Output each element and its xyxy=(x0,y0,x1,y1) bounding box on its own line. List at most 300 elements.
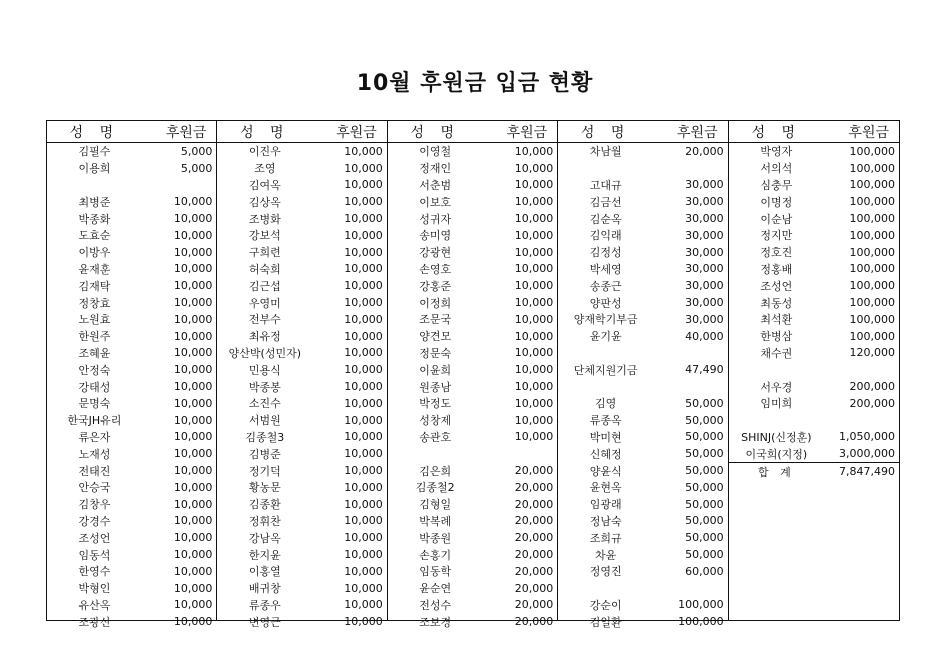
donation-amount: 10,000 xyxy=(344,564,383,578)
donation-amount: 10,000 xyxy=(514,144,554,158)
donation-amount: 10,000 xyxy=(514,228,554,242)
donation-amount: 10,000 xyxy=(344,279,383,293)
donor-row xyxy=(47,227,216,244)
donation-amount: 10,000 xyxy=(344,346,383,360)
donor-row xyxy=(558,311,727,328)
donor-row xyxy=(47,546,216,563)
donor-name: 심충무 xyxy=(760,178,793,192)
donor-name: 김정성 xyxy=(589,246,622,260)
donor-name: 정홍배 xyxy=(760,262,793,276)
donor-row xyxy=(558,361,727,378)
donation-amount: 30,000 xyxy=(685,312,724,326)
donor-name: 노재성 xyxy=(78,447,111,461)
donor-row xyxy=(729,143,899,160)
donor-row xyxy=(558,496,727,513)
donor-name: 박형인 xyxy=(78,582,111,596)
donor-row xyxy=(47,597,216,614)
donor-row xyxy=(388,160,557,177)
donor-name: 조문국 xyxy=(419,313,452,327)
donation-amount: 10,000 xyxy=(514,212,554,226)
donation-amount: 20,000 xyxy=(685,144,724,158)
donation-amount: 100,000 xyxy=(849,262,895,276)
donor-row xyxy=(47,294,216,311)
donation-amount: 20,000 xyxy=(514,564,554,578)
donor-row xyxy=(729,395,899,412)
donor-row xyxy=(47,395,216,412)
donor-row xyxy=(217,563,386,580)
donor-row xyxy=(729,261,899,278)
donation-amount: 10,000 xyxy=(344,178,383,192)
donation-amount: 10,000 xyxy=(344,396,383,410)
donor-name: 정휘찬 xyxy=(248,514,281,528)
donation-amount: 10,000 xyxy=(514,279,554,293)
donor-name: 박영자 xyxy=(760,145,793,159)
donor-name: 조병화 xyxy=(248,212,281,226)
donation-amount: 50,000 xyxy=(685,480,724,494)
donor-row xyxy=(729,378,899,395)
donor-name: 김형일 xyxy=(419,498,452,512)
donation-amount: 100,000 xyxy=(849,312,895,326)
donor-row xyxy=(558,227,727,244)
donor-name: 조성언 xyxy=(78,531,111,545)
donation-amount: 10,000 xyxy=(514,346,554,360)
donor-name: 한지윤 xyxy=(248,548,281,562)
donor-name: 윤기윤 xyxy=(589,330,622,344)
donation-amount: 10,000 xyxy=(514,329,554,343)
donor-row xyxy=(47,277,216,294)
donor-name: 조성언 xyxy=(760,279,793,293)
donor-row xyxy=(558,445,727,462)
donor-row xyxy=(217,361,386,378)
donor-row xyxy=(558,261,727,278)
donor-row xyxy=(388,496,557,513)
donor-name: 소진수 xyxy=(248,397,281,411)
donor-row xyxy=(217,513,386,530)
donor-name: 서의석 xyxy=(760,162,793,176)
ledger-column xyxy=(558,121,728,629)
donor-name: 서춘범 xyxy=(419,178,452,192)
donor-name: 김상옥 xyxy=(248,195,281,209)
donation-amount: 10,000 xyxy=(173,312,213,326)
donor-row xyxy=(47,479,216,496)
donation-amount: 10,000 xyxy=(514,178,554,192)
donor-row xyxy=(388,597,557,614)
donor-row xyxy=(217,395,386,412)
donor-row xyxy=(388,546,557,563)
donation-amount: 10,000 xyxy=(514,363,554,377)
donor-name: 박정도 xyxy=(419,397,452,411)
donor-name: 윤재훈 xyxy=(78,262,111,276)
name-header: 성 명 xyxy=(580,124,631,141)
donor-name: 윤현옥 xyxy=(589,481,622,495)
donation-amount: 5,000 xyxy=(180,161,213,175)
donation-amount: 10,000 xyxy=(173,413,213,427)
donor-name: 김창우 xyxy=(78,498,111,512)
donor-name: 정영진 xyxy=(589,565,622,579)
donor-name: 유산옥 xyxy=(78,598,111,612)
donor-row xyxy=(47,496,216,513)
donor-row xyxy=(217,412,386,429)
donation-amount: 10,000 xyxy=(173,497,213,511)
donor-name: 김일환 xyxy=(589,615,622,629)
donor-name: 도효순 xyxy=(78,229,111,243)
donor-name: 이영철 xyxy=(419,145,452,159)
donor-row xyxy=(47,613,216,630)
donor-row xyxy=(217,546,386,563)
donor-name: 김영 xyxy=(595,397,617,411)
donation-amount: 1,050,000 xyxy=(839,430,895,444)
donor-name: 채수권 xyxy=(760,346,793,360)
donation-amount: 10,000 xyxy=(514,312,554,326)
donation-amount: 10,000 xyxy=(514,380,554,394)
donor-name: 양견모 xyxy=(419,330,452,344)
donor-name: 차남월 xyxy=(589,145,622,159)
donor-name: 황농문 xyxy=(248,481,281,495)
donor-row xyxy=(558,277,727,294)
donor-row xyxy=(217,429,386,446)
donor-name: 최석환 xyxy=(760,313,793,327)
ledger-column xyxy=(217,121,387,629)
donor-row xyxy=(47,210,216,227)
donor-row xyxy=(47,261,216,278)
donor-row xyxy=(558,210,727,227)
donor-name: 박종화 xyxy=(78,212,111,226)
donor-row xyxy=(558,143,727,160)
donation-amount: 5,000 xyxy=(180,144,213,158)
donation-amount: 10,000 xyxy=(344,497,383,511)
donation-amount: 10,000 xyxy=(173,464,213,478)
donor-row xyxy=(217,277,386,294)
donor-row xyxy=(47,445,216,462)
donor-name: 김은희 xyxy=(419,464,452,478)
donor-row xyxy=(558,345,727,362)
donor-name: 조희규 xyxy=(589,531,622,545)
donor-name: 조광신 xyxy=(78,615,111,629)
donation-amount: 10,000 xyxy=(173,548,213,562)
donation-amount: 10,000 xyxy=(344,598,383,612)
donor-row xyxy=(47,378,216,395)
donation-amount: 100,000 xyxy=(849,279,895,293)
donation-amount: 10,000 xyxy=(344,464,383,478)
donor-name: 양산박(성민자) xyxy=(228,346,301,360)
donation-amount: 10,000 xyxy=(173,396,213,410)
donation-amount: 10,000 xyxy=(173,447,213,461)
donor-row xyxy=(558,613,727,630)
donation-amount: 100,000 xyxy=(849,178,895,192)
donation-amount: 50,000 xyxy=(685,514,724,528)
donation-amount: 50,000 xyxy=(685,531,724,545)
donor-name: 류종우 xyxy=(248,598,281,612)
donor-name: 우영미 xyxy=(248,296,281,310)
donor-name: 강홍준 xyxy=(419,279,452,293)
name-header: 성 명 xyxy=(69,124,120,141)
donor-row xyxy=(388,294,557,311)
donation-amount: 30,000 xyxy=(685,212,724,226)
donor-row xyxy=(217,496,386,513)
donor-row xyxy=(729,227,899,244)
donor-row xyxy=(388,479,557,496)
donation-amount: 10,000 xyxy=(173,514,213,528)
donor-name: 이정희 xyxy=(419,296,452,310)
donor-name: 양판성 xyxy=(589,296,622,310)
donor-name: 이명정 xyxy=(760,195,793,209)
donor-row xyxy=(388,177,557,194)
donation-amount: 10,000 xyxy=(344,296,383,310)
donor-name: 조보경 xyxy=(419,615,452,629)
donation-amount: 10,000 xyxy=(344,531,383,545)
donor-name: 이진우 xyxy=(248,145,281,159)
ledger-column xyxy=(388,121,558,629)
donation-amount: 30,000 xyxy=(685,228,724,242)
donation-amount: 10,000 xyxy=(344,514,383,528)
donor-row xyxy=(47,361,216,378)
donor-row xyxy=(388,361,557,378)
donor-name: 이용희 xyxy=(78,162,111,176)
donor-row xyxy=(388,244,557,261)
donor-name: 김종철3 xyxy=(245,430,285,444)
donor-name: 김병준 xyxy=(248,447,281,461)
donor-row xyxy=(729,445,899,462)
donor-name: 서범원 xyxy=(248,414,281,428)
donor-row xyxy=(217,597,386,614)
donor-row xyxy=(388,143,557,160)
donation-amount: 10,000 xyxy=(344,195,383,209)
donation-amount: 10,000 xyxy=(173,581,213,595)
donor-name: 강경수 xyxy=(78,514,111,528)
donation-amount: 30,000 xyxy=(685,279,724,293)
donation-amount: 60,000 xyxy=(685,564,724,578)
donation-amount: 20,000 xyxy=(514,581,554,595)
donor-row xyxy=(217,143,386,160)
donation-amount: 10,000 xyxy=(344,413,383,427)
donor-row xyxy=(217,378,386,395)
donor-row xyxy=(388,513,557,530)
donor-row xyxy=(558,429,727,446)
donation-amount: 50,000 xyxy=(685,464,724,478)
donation-amount: 120,000 xyxy=(849,346,895,360)
donor-row xyxy=(217,445,386,462)
donor-name: 임미희 xyxy=(760,397,793,411)
donor-row xyxy=(388,613,557,630)
donor-row xyxy=(558,244,727,261)
donor-row xyxy=(47,580,216,597)
donation-amount: 10,000 xyxy=(514,413,554,427)
name-header: 성 명 xyxy=(240,124,290,141)
donor-row xyxy=(388,277,557,294)
donation-amount: 10,000 xyxy=(173,195,213,209)
donor-name: 송관호 xyxy=(419,430,452,444)
donor-row xyxy=(217,529,386,546)
donor-row xyxy=(558,479,727,496)
donor-row xyxy=(217,160,386,177)
donor-name: 박종원 xyxy=(419,531,452,545)
donation-amount: 100,000 xyxy=(849,228,895,242)
donation-amount: 30,000 xyxy=(685,245,724,259)
column-header xyxy=(47,121,216,143)
donor-row xyxy=(217,227,386,244)
donor-name: 이방우 xyxy=(78,246,111,260)
donor-name: 배귀창 xyxy=(248,582,281,596)
donor-name: 류종옥 xyxy=(589,414,622,428)
donor-name: 민용식 xyxy=(248,363,281,377)
donor-row xyxy=(558,378,727,395)
donation-amount: 20,000 xyxy=(514,548,554,562)
donor-row xyxy=(47,345,216,362)
donor-row xyxy=(388,429,557,446)
donor-row xyxy=(729,361,899,378)
donor-row xyxy=(729,294,899,311)
donation-amount: 10,000 xyxy=(173,346,213,360)
donor-row xyxy=(217,462,386,479)
donor-row xyxy=(217,177,386,194)
donor-name: 김여옥 xyxy=(248,178,281,192)
donor-name: 단체지원기금 xyxy=(573,363,638,377)
donor-row xyxy=(558,513,727,530)
donation-amount: 10,000 xyxy=(514,245,554,259)
donor-row xyxy=(388,529,557,546)
donor-row xyxy=(558,546,727,563)
donor-name: 서우경 xyxy=(760,380,793,394)
donor-name: 정남숙 xyxy=(589,514,622,528)
donation-amount: 10,000 xyxy=(173,245,213,259)
donor-name: 박종봉 xyxy=(248,380,281,394)
donor-name: 박세영 xyxy=(589,262,622,276)
donor-name: 최병준 xyxy=(78,195,111,209)
page-title: 10월 후원금 입금 현황 xyxy=(356,71,594,96)
donor-row xyxy=(217,210,386,227)
donor-name: 정기덕 xyxy=(248,464,281,478)
donation-amount: 30,000 xyxy=(685,296,724,310)
donor-row xyxy=(217,613,386,630)
donor-row xyxy=(729,177,899,194)
donation-amount: 10,000 xyxy=(344,380,383,394)
donor-row xyxy=(558,328,727,345)
donation-amount: 50,000 xyxy=(685,413,724,427)
name-header: 성 명 xyxy=(751,124,802,141)
donor-name: 전성수 xyxy=(419,598,452,612)
donation-amount: 10,000 xyxy=(173,296,213,310)
donation-amount: 10,000 xyxy=(173,363,213,377)
donor-row xyxy=(558,412,727,429)
donor-name: 허숙희 xyxy=(248,262,281,276)
donor-name: 박미현 xyxy=(589,430,622,444)
donor-name: 문명숙 xyxy=(78,397,111,411)
donation-amount: 100,000 xyxy=(849,245,895,259)
donor-name: 강태성 xyxy=(78,380,111,394)
ledger-column xyxy=(729,121,899,620)
donation-ledger-table xyxy=(46,120,900,629)
donor-row xyxy=(388,563,557,580)
donor-name: 정창효 xyxy=(78,296,111,310)
amount-header: 후원금 xyxy=(336,124,377,141)
donor-name: 송미영 xyxy=(419,229,452,243)
donation-amount: 50,000 xyxy=(685,430,724,444)
donor-name: 한원주 xyxy=(78,330,111,344)
donor-name: 안정숙 xyxy=(78,363,111,377)
donation-amount: 50,000 xyxy=(685,396,724,410)
donor-row xyxy=(729,311,899,328)
donation-amount: 20,000 xyxy=(514,464,554,478)
donor-name: 이윤희 xyxy=(419,363,452,377)
donor-name: 이보호 xyxy=(419,195,452,209)
donation-amount: 10,000 xyxy=(344,615,383,629)
donation-amount: 10,000 xyxy=(344,363,383,377)
donor-row xyxy=(47,429,216,446)
donation-amount: 10,000 xyxy=(173,279,213,293)
donation-amount: 10,000 xyxy=(173,212,213,226)
donation-amount: 10,000 xyxy=(344,581,383,595)
donor-row xyxy=(47,563,216,580)
donation-amount: 10,000 xyxy=(173,329,213,343)
donation-amount: 10,000 xyxy=(173,228,213,242)
donor-name: 임동학 xyxy=(419,565,452,579)
donor-row xyxy=(558,563,727,580)
total-row xyxy=(729,462,899,480)
donor-name: 이홍열 xyxy=(248,565,281,579)
donor-name: 양윤식 xyxy=(589,464,622,478)
donor-row xyxy=(558,294,727,311)
donor-name: 최동성 xyxy=(760,296,793,310)
donor-name: 한영수 xyxy=(78,565,111,579)
donor-name: 이국희(지정) xyxy=(745,447,808,461)
donation-amount: 100,000 xyxy=(849,296,895,310)
donor-name: 성창제 xyxy=(419,414,452,428)
donor-row xyxy=(729,244,899,261)
donor-name: 안승국 xyxy=(78,481,111,495)
donation-amount: 10,000 xyxy=(344,262,383,276)
donor-name: 이순남 xyxy=(760,212,793,226)
donor-name: 한병삼 xyxy=(760,330,793,344)
ledger-column xyxy=(47,121,217,629)
donation-amount: 10,000 xyxy=(514,430,554,444)
donor-row xyxy=(558,462,727,479)
amount-header: 후원금 xyxy=(677,124,718,141)
donation-amount: 10,000 xyxy=(344,329,383,343)
donor-row xyxy=(558,177,727,194)
donation-amount: 10,000 xyxy=(344,161,383,175)
donor-row xyxy=(47,177,216,194)
donation-amount: 20,000 xyxy=(514,480,554,494)
donor-name: 박복례 xyxy=(419,514,452,528)
donor-name: 김금선 xyxy=(589,195,622,209)
donation-amount: 100,000 xyxy=(849,212,895,226)
column-header xyxy=(729,121,899,143)
donor-row xyxy=(217,479,386,496)
donor-name: 정호진 xyxy=(760,246,793,260)
donor-row xyxy=(558,597,727,614)
donor-row xyxy=(217,345,386,362)
total-amount: 7,847,490 xyxy=(839,465,895,479)
donor-row xyxy=(388,328,557,345)
donor-row xyxy=(47,328,216,345)
donation-amount: 50,000 xyxy=(685,548,724,562)
donor-name: 강보석 xyxy=(248,229,281,243)
donor-row xyxy=(217,311,386,328)
donation-amount: 30,000 xyxy=(685,195,724,209)
donor-name: 송종근 xyxy=(589,279,622,293)
donor-row xyxy=(729,412,899,429)
donation-amount: 3,000,000 xyxy=(839,447,895,461)
donor-row xyxy=(217,328,386,345)
donation-amount: 30,000 xyxy=(685,262,724,276)
donor-name: 김익래 xyxy=(589,229,622,243)
donation-amount: 20,000 xyxy=(514,514,554,528)
donation-amount: 100,000 xyxy=(678,598,724,612)
donation-amount: 10,000 xyxy=(173,262,213,276)
donor-row xyxy=(729,429,899,446)
donation-amount: 10,000 xyxy=(344,312,383,326)
donor-row xyxy=(217,294,386,311)
